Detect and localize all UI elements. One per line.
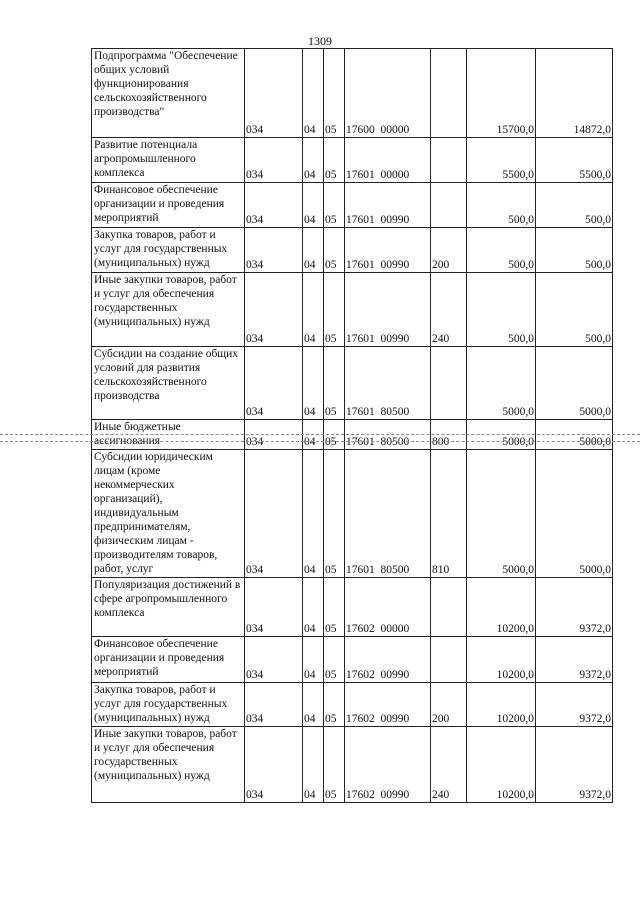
ministry-code: 034 bbox=[245, 637, 303, 683]
row-name: Финансовое обеспечение организации и проведения мероприятий bbox=[92, 183, 245, 228]
section-code: 04 bbox=[303, 347, 324, 420]
target-direction-code: 00990 bbox=[380, 713, 410, 725]
target-article-code bbox=[345, 138, 431, 183]
table-row bbox=[92, 578, 613, 637]
target-program-code: 17602 bbox=[346, 713, 375, 725]
table-row bbox=[92, 273, 613, 347]
target-article-code bbox=[345, 49, 431, 138]
subsection-code: 05 bbox=[324, 183, 345, 228]
target-direction-code: 80500 bbox=[380, 564, 410, 576]
amount-plan: 5000,0 bbox=[467, 347, 536, 420]
target-article-code bbox=[345, 450, 431, 578]
row-name: Иные бюджетные ассигнования bbox=[92, 420, 245, 450]
target-direction-code: 00990 bbox=[380, 789, 410, 801]
budget-table bbox=[91, 48, 613, 803]
target-direction-code: 00000 bbox=[380, 124, 410, 136]
target-direction-code: 00000 bbox=[380, 169, 410, 181]
ministry-code: 034 bbox=[245, 228, 303, 273]
expense-type-code bbox=[431, 637, 467, 683]
target-article-code bbox=[345, 727, 431, 803]
section-code: 04 bbox=[303, 637, 324, 683]
section-code: 04 bbox=[303, 450, 324, 578]
table-row bbox=[92, 637, 613, 683]
row-name: Закупка товаров, работ и услуг для государственных (муниципальных) нужд bbox=[92, 228, 245, 273]
target-direction-code: 00990 bbox=[380, 214, 410, 226]
table-row bbox=[92, 49, 613, 138]
amount-plan: 500,0 bbox=[467, 228, 536, 273]
amount-actual: 9372,0 bbox=[536, 578, 613, 637]
expense-type-code bbox=[431, 578, 467, 637]
expense-type-code bbox=[431, 183, 467, 228]
subsection-code: 05 bbox=[324, 347, 345, 420]
ministry-code: 034 bbox=[245, 578, 303, 637]
ministry-code: 034 bbox=[245, 273, 303, 347]
target-direction-code: 00990 bbox=[380, 259, 410, 271]
row-name: Развитие потенциала агропромышленного комплекса bbox=[92, 138, 245, 183]
target-program-code: 17601 bbox=[346, 564, 375, 576]
target-article-code bbox=[345, 228, 431, 273]
section-code: 04 bbox=[303, 138, 324, 183]
section-code: 04 bbox=[303, 727, 324, 803]
ministry-code: 034 bbox=[245, 347, 303, 420]
target-direction-code: 80500 bbox=[380, 406, 410, 418]
expense-type-code: 240 bbox=[431, 727, 467, 803]
table-row bbox=[92, 228, 613, 273]
target-article-code bbox=[345, 683, 431, 727]
target-program-code: 17600 bbox=[346, 124, 375, 136]
amount-actual: 5000,0 bbox=[536, 420, 613, 450]
target-program-code: 17601 bbox=[346, 214, 375, 226]
target-program-code: 17602 bbox=[346, 669, 375, 681]
row-name: Иные закупки товаров, работ и услуг для обеспечения государственных (муниципальных) нужд bbox=[92, 273, 245, 347]
target-article-code bbox=[345, 183, 431, 228]
section-code: 04 bbox=[303, 49, 324, 138]
ministry-code: 034 bbox=[245, 683, 303, 727]
target-program-code: 17602 bbox=[346, 623, 375, 635]
row-name: Закупка товаров, работ и услуг для государственных (муниципальных) нужд bbox=[92, 683, 245, 727]
table-row bbox=[92, 450, 613, 578]
row-name: Субсидии на создание общих условий для развития сельскохозяйственного производства bbox=[92, 347, 245, 420]
amount-actual: 500,0 bbox=[536, 183, 613, 228]
target-direction-code: 00990 bbox=[380, 669, 410, 681]
section-code: 04 bbox=[303, 578, 324, 637]
target-article-code bbox=[345, 273, 431, 347]
row-name: Подпрограмма "Обеспечение общих условий функционирования сельскохозяйственного производства" bbox=[92, 49, 245, 138]
table-row bbox=[92, 727, 613, 803]
section-code: 04 bbox=[303, 683, 324, 727]
amount-plan: 5000,0 bbox=[467, 450, 536, 578]
amount-plan: 500,0 bbox=[467, 273, 536, 347]
amount-plan: 10200,0 bbox=[467, 637, 536, 683]
subsection-code: 05 bbox=[324, 49, 345, 138]
ministry-code: 034 bbox=[245, 49, 303, 138]
table-row bbox=[92, 183, 613, 228]
amount-actual: 5000,0 bbox=[536, 347, 613, 420]
expense-type-code: 800 bbox=[431, 420, 467, 450]
subsection-code: 05 bbox=[324, 450, 345, 578]
amount-actual: 5000,0 bbox=[536, 450, 613, 578]
row-name: Иные закупки товаров, работ и услуг для обеспечения государственных (муниципальных) нужд bbox=[92, 727, 245, 803]
table-row bbox=[92, 683, 613, 727]
expense-type-code: 200 bbox=[431, 683, 467, 727]
amount-actual: 9372,0 bbox=[536, 683, 613, 727]
expense-type-code: 200 bbox=[431, 228, 467, 273]
subsection-code: 05 bbox=[324, 420, 345, 450]
amount-actual: 5500,0 bbox=[536, 138, 613, 183]
ministry-code: 034 bbox=[245, 183, 303, 228]
amount-actual: 500,0 bbox=[536, 228, 613, 273]
subsection-code: 05 bbox=[324, 683, 345, 727]
amount-actual: 9372,0 bbox=[536, 727, 613, 803]
amount-actual: 14872,0 bbox=[536, 49, 613, 138]
row-name: Субсидии юридическим лицам (кроме некоммерческих организаций), индивидуальным предпринимателям, физическим лицам - производителям товаров, работ, услуг bbox=[92, 450, 245, 578]
target-article-code bbox=[345, 347, 431, 420]
target-direction-code: 00990 bbox=[380, 333, 410, 345]
target-program-code: 17601 bbox=[346, 333, 375, 345]
amount-plan: 15700,0 bbox=[467, 49, 536, 138]
target-direction-code: 00000 bbox=[380, 623, 410, 635]
section-code: 04 bbox=[303, 228, 324, 273]
scan-artifact-line bbox=[0, 441, 640, 442]
ministry-code: 034 bbox=[245, 138, 303, 183]
amount-actual: 9372,0 bbox=[536, 637, 613, 683]
subsection-code: 05 bbox=[324, 727, 345, 803]
target-program-code: 17602 bbox=[346, 789, 375, 801]
target-program-code: 17601 bbox=[346, 259, 375, 271]
amount-plan: 10200,0 bbox=[467, 683, 536, 727]
expense-type-code bbox=[431, 347, 467, 420]
amount-plan: 5000,0 bbox=[467, 420, 536, 450]
page-number: 1309 bbox=[308, 34, 332, 48]
row-name: Финансовое обеспечение организации и проведения мероприятий bbox=[92, 637, 245, 683]
table-row bbox=[92, 138, 613, 183]
section-code: 04 bbox=[303, 273, 324, 347]
ministry-code: 034 bbox=[245, 450, 303, 578]
amount-plan: 10200,0 bbox=[467, 578, 536, 637]
target-direction-code: 80500 bbox=[380, 436, 410, 448]
amount-plan: 5500,0 bbox=[467, 138, 536, 183]
subsection-code: 05 bbox=[324, 228, 345, 273]
table-row bbox=[92, 347, 613, 420]
expense-type-code: 810 bbox=[431, 450, 467, 578]
target-program-code: 17601 bbox=[346, 436, 375, 448]
target-program-code: 17601 bbox=[346, 406, 375, 418]
ministry-code: 034 bbox=[245, 727, 303, 803]
scan-artifact-line bbox=[0, 434, 640, 435]
target-program-code: 17601 bbox=[346, 169, 375, 181]
row-name: Популяризация достижений в сфере агропромышленного комплекса bbox=[92, 578, 245, 637]
target-article-code bbox=[345, 578, 431, 637]
target-article-code bbox=[345, 637, 431, 683]
section-code: 04 bbox=[303, 420, 324, 450]
amount-plan: 10200,0 bbox=[467, 727, 536, 803]
ministry-code: 034 bbox=[245, 420, 303, 450]
subsection-code: 05 bbox=[324, 273, 345, 347]
expense-type-code bbox=[431, 138, 467, 183]
expense-type-code: 240 bbox=[431, 273, 467, 347]
amount-actual: 500,0 bbox=[536, 273, 613, 347]
subsection-code: 05 bbox=[324, 578, 345, 637]
subsection-code: 05 bbox=[324, 138, 345, 183]
section-code: 04 bbox=[303, 183, 324, 228]
amount-plan: 500,0 bbox=[467, 183, 536, 228]
expense-type-code bbox=[431, 49, 467, 138]
subsection-code: 05 bbox=[324, 637, 345, 683]
